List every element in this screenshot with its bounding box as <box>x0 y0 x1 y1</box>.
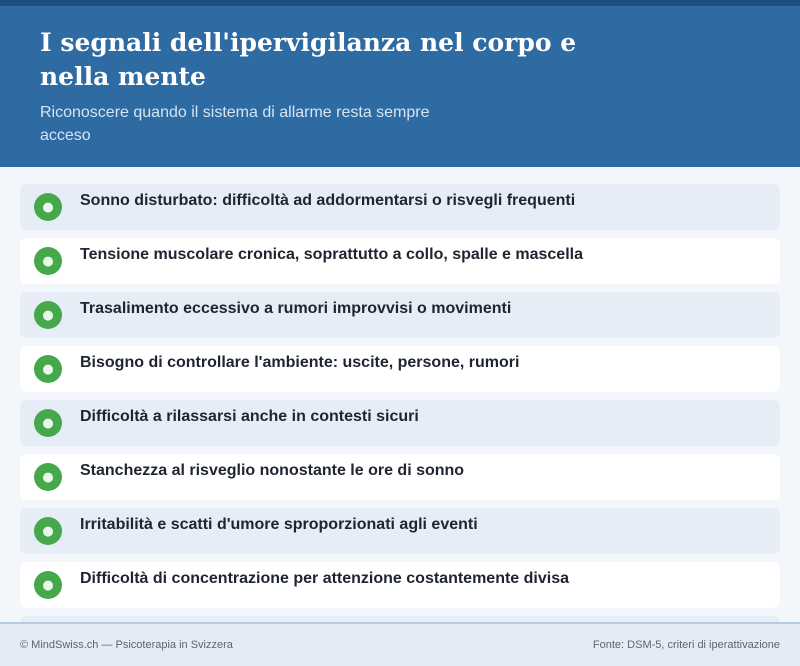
list-item-label: Tensione muscolare cronica, soprattutto a collo, spalle e mascella <box>80 246 583 263</box>
list-item <box>20 184 780 230</box>
list-item <box>20 238 780 284</box>
list-item-label: Irritabilità e scatti d'umore sproporzionati agli eventi <box>80 516 478 533</box>
list-item-label: Difficoltà di concentrazione per attenzione costantemente divisa <box>80 570 569 587</box>
list-item-label: Difficoltà a rilassarsi anche in contesti sicuri <box>80 408 419 425</box>
check-icon: ● <box>34 571 62 599</box>
page-title: I segnali dell'ipervigilanza nel corpo e nella mente <box>40 28 577 91</box>
signals-list <box>20 184 780 616</box>
check-icon: ● <box>34 463 62 491</box>
list-item-label: Bisogno di controllare l'ambiente: uscite, persone, rumori <box>80 354 520 371</box>
footer-source: Fonte: DSM-5, criteri di iperattivazione <box>592 639 780 651</box>
check-icon: ● <box>34 247 62 275</box>
list-item <box>20 346 780 392</box>
page-header <box>0 6 800 167</box>
check-icon: ● <box>34 301 62 329</box>
check-icon: ● <box>34 193 62 221</box>
footer-credit: © MindSwiss.ch — Psicoterapia in Svizzera <box>20 639 233 651</box>
check-icon: ● <box>34 355 62 383</box>
list-item-label: Trasalimento eccessivo a rumori improvvisi o movimenti <box>80 300 512 317</box>
list-item <box>20 292 780 338</box>
check-icon: ● <box>34 409 62 437</box>
list-item <box>20 454 780 500</box>
list-item <box>20 562 780 608</box>
list-item <box>20 400 780 446</box>
page-subtitle: Riconoscere quando il sistema di allarme resta sempre acceso <box>40 104 430 144</box>
list-item-label: Sonno disturbato: difficoltà ad addormentarsi o risvegli frequenti <box>80 192 576 209</box>
list-item-label: Stanchezza al risveglio nonostante le ore di sonno <box>80 462 465 479</box>
page-footer <box>0 622 800 666</box>
list-item <box>20 508 780 554</box>
check-icon: ● <box>34 517 62 545</box>
